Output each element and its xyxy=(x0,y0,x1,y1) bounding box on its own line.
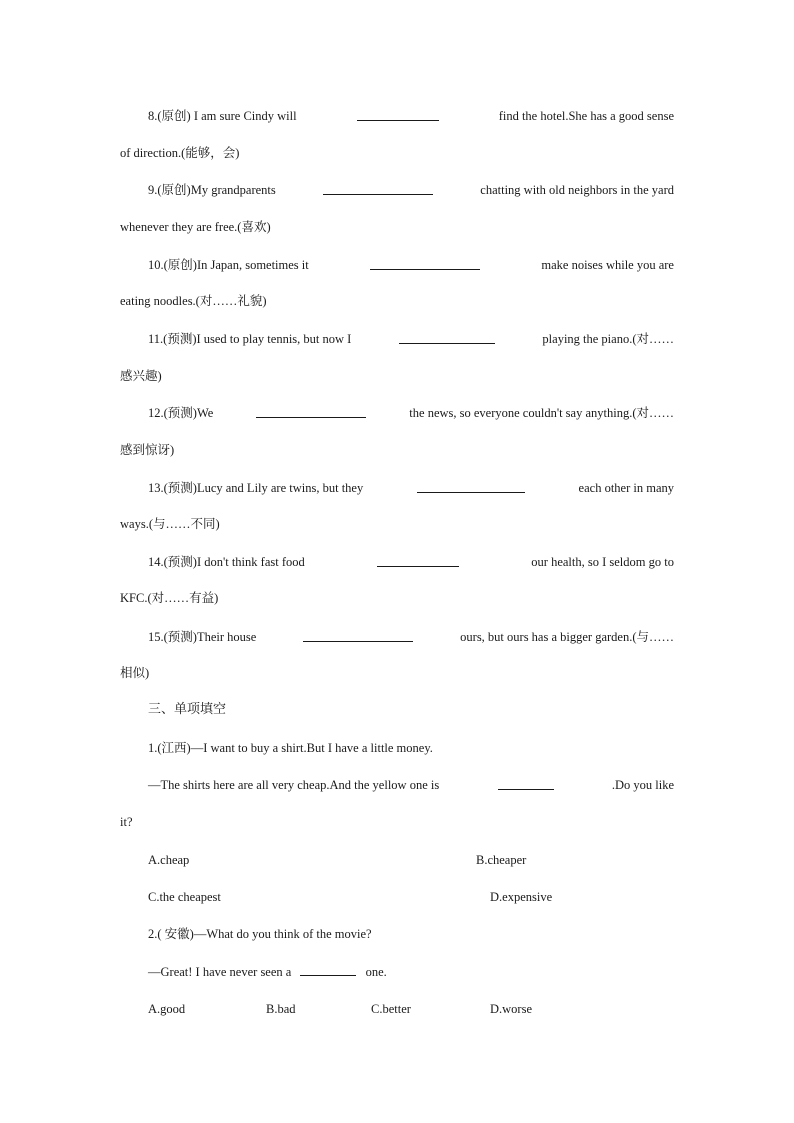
question-9-line-2: whenever they are free.(喜欢) xyxy=(120,220,271,234)
question-9-text-start: 9.(原创)My grandparents xyxy=(148,183,276,197)
question-14-blank[interactable] xyxy=(377,554,459,567)
question-8-text-start: 8.(原创) I am sure Cindy will xyxy=(148,109,297,123)
question-11-line-1 xyxy=(148,331,674,347)
question-13-line-2: ways.(与……不同) xyxy=(120,517,220,531)
question-13-blank[interactable] xyxy=(417,480,525,493)
question-12-blank[interactable] xyxy=(256,405,366,418)
question-14-line-1 xyxy=(148,554,674,570)
question-12-line-2: 感到惊讶) xyxy=(120,443,175,457)
mc-question-2-reply xyxy=(148,963,387,980)
question-13-text-end: each other in many xyxy=(578,481,674,495)
mc-question-2-option-d[interactable]: D.worse xyxy=(490,1002,533,1016)
question-9-blank[interactable] xyxy=(323,182,433,195)
mc-question-1-blank[interactable] xyxy=(498,777,554,790)
question-13-text-start: 13.(预测)Lucy and Lily are twins, but they xyxy=(148,481,364,495)
mc-question-2-prompt: 2.( 安徽)—What do you think of the movie? xyxy=(148,927,372,941)
mc-question-2-reply-end: one. xyxy=(365,965,387,979)
question-14-line-2: KFC.(对……有益) xyxy=(120,591,219,605)
question-9-text-end: chatting with old neighbors in the yard xyxy=(480,183,674,197)
question-10-text-end: make noises while you are xyxy=(541,258,674,272)
question-10-text-start: 10.(原创)In Japan, sometimes it xyxy=(148,258,309,272)
question-10-line-2: eating noodles.(对……礼貌) xyxy=(120,294,267,308)
mc-question-1-reply-start: —The shirts here are all very cheap.And the yellow one is xyxy=(148,778,440,792)
question-9-line-1 xyxy=(148,182,674,198)
question-14-text-start: 14.(预测)I don't think fast food xyxy=(148,555,305,569)
question-12-text-end: the news, so everyone couldn't say anything.(对…… xyxy=(409,406,674,420)
question-8-text-end: find the hotel.She has a good sense xyxy=(498,109,674,123)
mc-question-1-option-a[interactable]: A.cheap xyxy=(148,853,190,867)
question-15-text-end: ours, but ours has a bigger garden.(与…… xyxy=(460,630,674,644)
question-10-line-1 xyxy=(148,257,674,273)
question-12-text-start: 12.(预测)We xyxy=(148,406,214,420)
mc-question-2-blank[interactable] xyxy=(300,963,356,976)
question-8-line-1 xyxy=(148,108,674,124)
mc-question-1-option-d[interactable]: D.expensive xyxy=(490,890,553,904)
question-15-blank[interactable] xyxy=(303,629,413,642)
section-3-heading: 三、单项填空 xyxy=(148,702,227,717)
question-11-text-end: playing the piano.(对…… xyxy=(542,332,674,346)
question-15-line-2: 相似) xyxy=(120,666,150,680)
question-11-blank[interactable] xyxy=(399,331,495,344)
mc-question-1-prompt: 1.(江西)—I want to buy a shirt.But I have a little money. xyxy=(148,741,433,755)
mc-question-1-option-b[interactable]: B.cheaper xyxy=(476,853,527,867)
mc-question-2-option-a[interactable]: A.good xyxy=(148,1002,186,1016)
question-15-text-start: 15.(预测)Their house xyxy=(148,630,257,644)
question-11-text-start: 11.(预测)I used to play tennis, but now I xyxy=(148,332,352,346)
question-12-line-1 xyxy=(148,405,674,421)
mc-question-1-option-c[interactable]: C.the cheapest xyxy=(148,890,221,904)
question-14-text-end: our health, so I seldom go to xyxy=(531,555,674,569)
question-10-blank[interactable] xyxy=(370,257,480,270)
mc-question-1-reply-cont: it? xyxy=(120,815,133,829)
question-15-line-1 xyxy=(148,629,674,645)
question-13-line-1 xyxy=(148,480,674,496)
question-8-blank[interactable] xyxy=(357,108,439,121)
mc-question-2-option-c[interactable]: C.better xyxy=(371,1002,411,1016)
mc-question-1-reply xyxy=(148,777,674,793)
mc-question-1-reply-end: .Do you like xyxy=(611,778,674,792)
question-11-line-2: 感兴趣) xyxy=(120,369,162,383)
mc-question-2-option-b[interactable]: B.bad xyxy=(266,1002,296,1016)
mc-question-2-reply-start: —Great! I have never seen a xyxy=(148,965,292,979)
question-8-line-2: of direction.(能够，会) xyxy=(120,146,240,160)
